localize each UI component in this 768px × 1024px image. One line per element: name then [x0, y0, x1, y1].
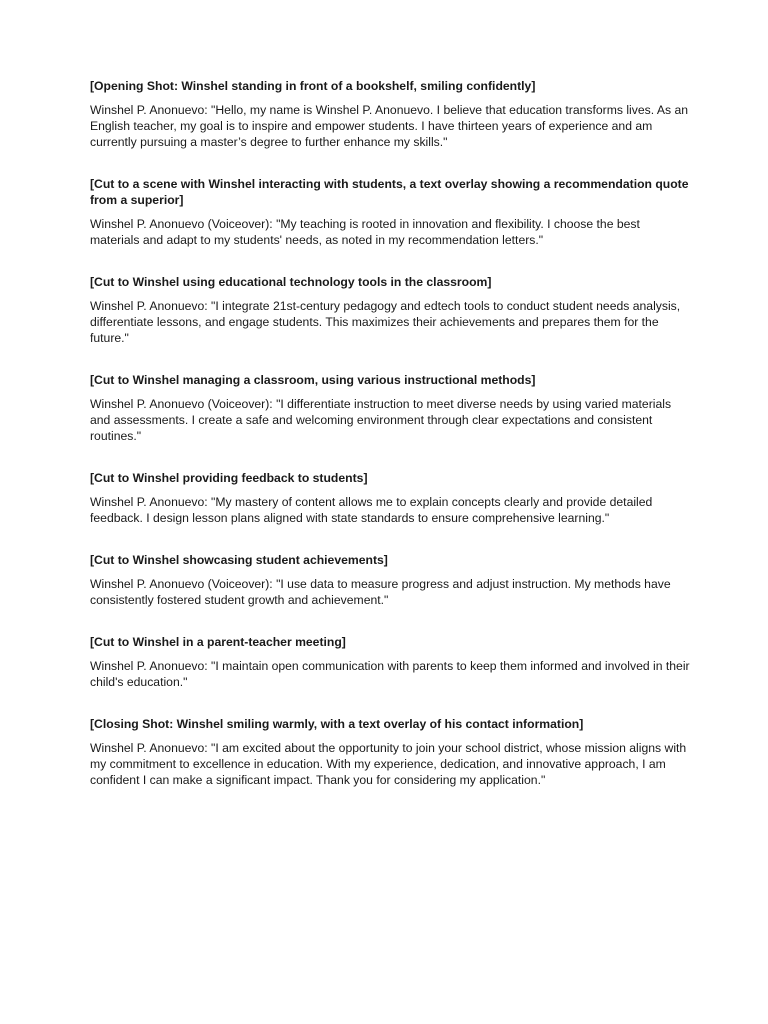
scene-heading: [Opening Shot: Winshel standing in front of a bookshelf, smiling confidently]: [90, 79, 536, 93]
scene-heading: [Cut to Winshel managing a classroom, using various instructional methods]: [90, 373, 536, 387]
scene-heading: [Cut to Winshel providing feedback to students]: [90, 471, 368, 485]
scene-providing-feedback: [90, 470, 690, 526]
scene-dialogue: Winshel P. Anonuevo: "I am excited about the opportunity to join your school district, whose mission aligns with my commitment to excellence in education. With my experience, dedication, and innovative approach, I am confident I can make a significant impact. Thank you for considering my application.": [90, 741, 687, 787]
scene-dialogue: Winshel P. Anonuevo (Voiceover): "I differentiate instruction to meet diverse needs by using varied materials and assessments. I create a safe and welcoming environment through clear expectations and consistent routines.": [90, 397, 672, 443]
scene-heading: [Closing Shot: Winshel smiling warmly, with a text overlay of his contact information]: [90, 717, 584, 731]
scene-heading: [Cut to Winshel using educational technology tools in the classroom]: [90, 275, 492, 289]
scene-edtech-tools: [90, 274, 690, 346]
scene-dialogue: Winshel P. Anonuevo: "I integrate 21st-century pedagogy and edtech tools to conduct student needs analysis, differentiate lessons, and engage students. This maximizes their achievements and prepares them for the future.": [90, 299, 681, 345]
scene-dialogue: Winshel P. Anonuevo (Voiceover): "I use data to measure progress and adjust instruction. My methods have consistently fostered student growth and achievement.": [90, 577, 671, 607]
scene-managing-classroom: [90, 372, 690, 444]
scene-dialogue: Winshel P. Anonuevo: "My mastery of content allows me to explain concepts clearly and provide detailed feedback. I design lesson plans aligned with state standards to ensure comprehensive learning.": [90, 495, 653, 525]
scene-heading: [Cut to Winshel showcasing student achievements]: [90, 553, 388, 567]
scene-closing-shot: [90, 716, 690, 788]
scene-dialogue: Winshel P. Anonuevo: "Hello, my name is Winshel P. Anonuevo. I believe that education transforms lives. As an English teacher, my goal is to inspire and empower students. I have thirteen years of experience and am currently pursuing a master’s degree to further enhance my skills.": [90, 103, 688, 149]
scene-opening-shot: [90, 78, 690, 150]
scene-interacting-with-students: [90, 176, 690, 248]
scene-student-achievements: [90, 552, 690, 608]
scene-heading: [Cut to a scene with Winshel interacting with students, a text overlay showing a recommendation quote from a superior]: [90, 177, 689, 207]
scene-dialogue: Winshel P. Anonuevo (Voiceover): "My teaching is rooted in innovation and flexibility. I choose the best materials and adapt to my students' needs, as noted in my recommendation letters.": [90, 217, 640, 247]
document-page: [90, 78, 690, 814]
scene-parent-teacher-meeting: [90, 634, 690, 690]
scene-dialogue: Winshel P. Anonuevo: "I maintain open communication with parents to keep them informed and involved in their child's education.": [90, 659, 690, 689]
scene-heading: [Cut to Winshel in a parent-teacher meeting]: [90, 635, 346, 649]
